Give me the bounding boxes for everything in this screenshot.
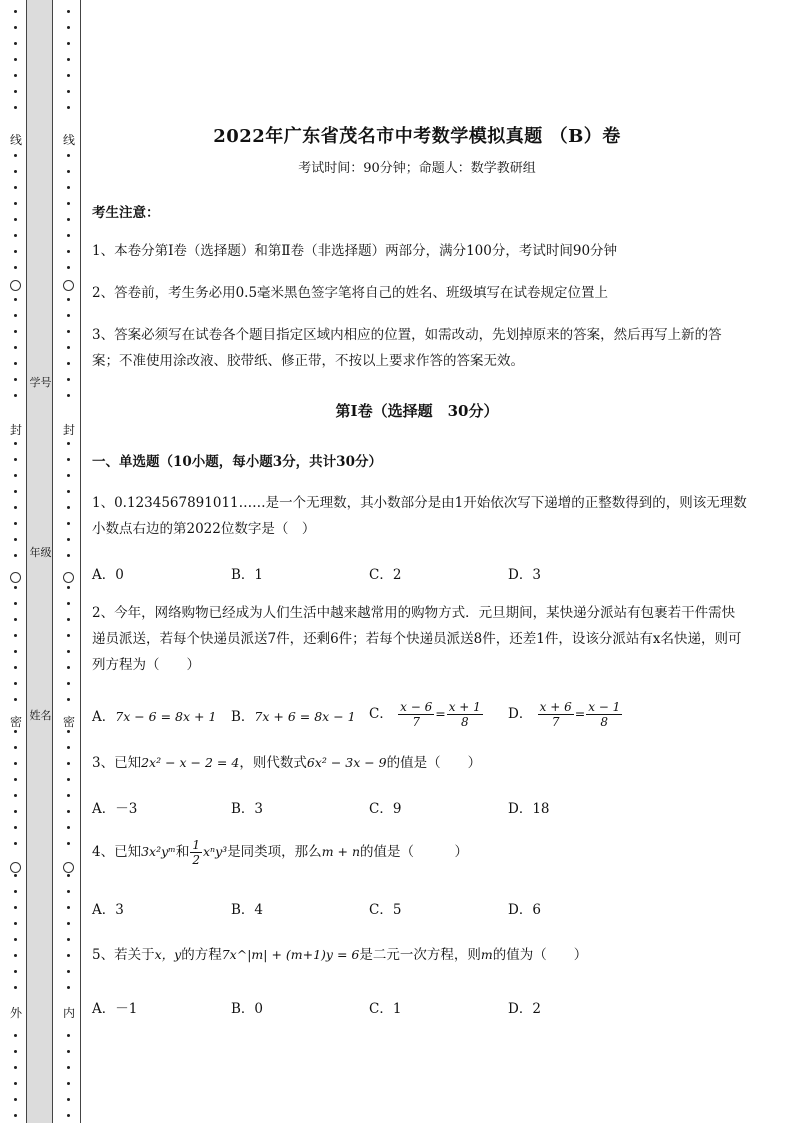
binding-dot: [14, 794, 17, 797]
binding-dot: [67, 554, 70, 557]
stem-text: 3、已知: [92, 755, 142, 771]
binding-dot: [67, 346, 70, 349]
binding-dot: [67, 538, 70, 541]
binding-dot: [67, 1098, 70, 1101]
binding-dot: [67, 650, 70, 653]
grade-label: 年级: [29, 546, 52, 559]
option-d: D．2: [508, 1001, 541, 1017]
math-expr: m + n: [321, 844, 361, 859]
binding-dot: [14, 250, 17, 253]
binding-dot: [14, 1066, 17, 1069]
fraction: [398, 700, 434, 729]
denominator: 8: [460, 715, 469, 729]
binding-circle-icon: [63, 572, 74, 583]
binding-dot: [14, 1098, 17, 1101]
binding-circle-icon: [10, 862, 21, 873]
binding-dot: [67, 474, 70, 477]
binding-dot: [14, 106, 17, 109]
option-a: A．－1: [92, 1001, 138, 1017]
binding-dot: [14, 1082, 17, 1085]
math-expr: m: [480, 947, 493, 962]
binding-dot: [67, 618, 70, 621]
binding-dot: [67, 298, 70, 301]
binding-circle-icon: [63, 280, 74, 291]
binding-dot: [14, 842, 17, 845]
binding-dot: [67, 730, 70, 733]
numerator: x − 6: [400, 700, 433, 714]
binding-dot: [67, 26, 70, 29]
stem-text: 的方程: [181, 947, 222, 963]
option-b: B．1: [231, 567, 264, 583]
binding-dot: [67, 58, 70, 61]
binding-dot: [67, 1114, 70, 1117]
binding-dot: [14, 218, 17, 221]
binding-dot: [67, 986, 70, 989]
binding-dot: [14, 1114, 17, 1117]
binding-dot: [67, 1034, 70, 1037]
option-d: D．6: [508, 902, 541, 918]
binding-dot: [67, 906, 70, 909]
binding-dot: [67, 74, 70, 77]
stem-text: 的值是（ ）: [360, 844, 469, 860]
binding-dot: [67, 442, 70, 445]
question-5: [92, 942, 747, 968]
binding-dot: [14, 490, 17, 493]
question-1: 1、0.1234567891011……是一个无理数，其小数部分是由1开始依次写下递增的正整数得到的，则该无理数小数点右边的第2022位数字是（ ）: [92, 495, 747, 537]
binding-dot: [14, 698, 17, 701]
option-a: [92, 705, 216, 725]
option-c: C．2: [369, 567, 402, 583]
option-a: A．3: [92, 902, 124, 918]
option-d: D．3: [508, 567, 541, 583]
denominator: 7: [551, 715, 560, 729]
binding-dot: [67, 394, 70, 397]
option-expr: 7x − 6 = 8x + 1: [115, 709, 217, 724]
binding-dot: [14, 922, 17, 925]
binding-dot: [14, 26, 17, 29]
name-label: 姓名: [29, 709, 52, 722]
option-label: A．: [92, 709, 116, 725]
binding-dot: [14, 378, 17, 381]
binding-dot: [14, 778, 17, 781]
option-c: [369, 700, 484, 729]
student-id-label: 学号: [29, 376, 52, 389]
question-2: 2、今年，网络购物已经成为人们生活中越来越常用的购物方式．元旦期间，某快递分派站有包裹若干件需快递员派送，若每个快递员派送7件，还剩6件；若每个快递员派送8件，还差1件，设该分派站有x名快递，则可列方程为（ ）: [92, 605, 742, 673]
option-d: [508, 700, 623, 729]
binding-dot: [67, 266, 70, 269]
binding-dot: [14, 442, 17, 445]
binding-dot: [14, 826, 17, 829]
binding-dot: [67, 362, 70, 365]
fraction: [586, 700, 622, 729]
binding-dot: [14, 58, 17, 61]
binding-dot: [67, 634, 70, 637]
binding-dot: [67, 90, 70, 93]
binding-dot: [14, 954, 17, 957]
binding-dot: [67, 234, 70, 237]
stem-text: 是二元一次方程，则: [359, 947, 481, 963]
binding-dot: [14, 154, 17, 157]
binding-circle-icon: [10, 572, 21, 583]
page-title: 2022年广东省茂名市中考数学模拟真题 （B）卷: [213, 126, 621, 147]
binding-dot: [67, 1050, 70, 1053]
fraction: [447, 700, 483, 729]
binding-dot: [14, 762, 17, 765]
binding-dot: [67, 42, 70, 45]
binding-dot: [67, 970, 70, 973]
binding-dot: [14, 730, 17, 733]
binding-dot: [67, 202, 70, 205]
binding-circle-icon: [10, 280, 21, 291]
option-b: B．0: [231, 1001, 264, 1017]
numerator: x − 1: [588, 700, 621, 714]
binding-dot: [67, 378, 70, 381]
notice-item-3: 3、答案必须写在试卷各个题目指定区域内相应的位置，如需改动，先划掉原来的答案，然后再写上新的答案；不准使用涂改液、胶带纸、修正带，不按以上要求作答的答案无效。: [92, 327, 722, 369]
binding-dot: [67, 586, 70, 589]
binding-dot: [67, 698, 70, 701]
option-label: B．: [231, 709, 255, 725]
subsection-title: 一、单选题（10小题，每小题3分，共计30分）: [92, 454, 382, 470]
binding-dot: [67, 10, 70, 13]
option-b: B．3: [231, 801, 264, 817]
equals-sign: =: [574, 706, 586, 721]
math-expr: x，y: [154, 947, 182, 962]
fraction: [538, 700, 574, 729]
binding-dot: [67, 1066, 70, 1069]
binding-dot: [14, 986, 17, 989]
binding-dot: [14, 650, 17, 653]
binding-dot: [67, 778, 70, 781]
binding-dot: [14, 314, 17, 317]
binding-dot: [14, 634, 17, 637]
denominator: 8: [600, 715, 609, 729]
binding-dot: [14, 90, 17, 93]
binding-dot: [14, 458, 17, 461]
binding-dot: [67, 682, 70, 685]
option-a: A．0: [92, 567, 124, 583]
binding-dot: [14, 746, 17, 749]
binding-mark: 外: [9, 1006, 22, 1020]
binding-dot: [14, 890, 17, 893]
binding-dot: [14, 1034, 17, 1037]
math-expr: 2x² − x − 2 = 4: [141, 755, 240, 770]
equals-sign: =: [435, 706, 446, 721]
binding-mark: 密: [62, 715, 75, 729]
numerator: 1: [192, 838, 200, 852]
binding-dot: [14, 298, 17, 301]
binding-dot: [67, 746, 70, 749]
option-c: C．5: [369, 902, 402, 918]
binding-dot: [14, 522, 17, 525]
binding-mark: 封: [9, 423, 22, 437]
math-expr: xⁿy³: [202, 844, 228, 859]
notice-item-1: 1、本卷分第I卷（选择题）和第Ⅱ卷（非选择题）两部分，满分100分，考试时间90分钟: [92, 243, 618, 259]
option-c: C．9: [369, 801, 402, 817]
binding-dot: [14, 682, 17, 685]
stem-text: 4、已知: [92, 844, 142, 860]
section-title: 第I卷（选择题 30分）: [335, 402, 499, 420]
binding-dot: [67, 106, 70, 109]
option-label: C．: [369, 706, 393, 722]
binding-dot-column-inner: [63, 0, 75, 1123]
option-d: D．18: [508, 801, 550, 817]
binding-dot: [67, 762, 70, 765]
stem-text: 是同类项，那么: [227, 844, 322, 860]
question-3-options: [92, 797, 652, 827]
question-2-options: [92, 700, 652, 730]
fraction: [190, 838, 202, 867]
stem-text: 5、若关于: [92, 947, 155, 963]
math-expr: 6x² − 3x − 9: [306, 755, 387, 770]
binding-dot: [67, 154, 70, 157]
binding-dot: [67, 922, 70, 925]
question-1-options: [92, 563, 652, 593]
numerator: x + 1: [448, 700, 481, 714]
binding-mark: 密: [9, 715, 22, 729]
binding-dot: [14, 506, 17, 509]
binding-dot: [67, 874, 70, 877]
binding-mark: 封: [62, 423, 75, 437]
math-expr: 7x^|m| + (m+1)y = 6: [221, 947, 360, 962]
binding-dot: [67, 826, 70, 829]
binding-dot: [67, 218, 70, 221]
stem-text: 和: [175, 844, 190, 860]
binding-dot: [14, 1050, 17, 1053]
binding-dot: [14, 394, 17, 397]
binding-dot: [67, 170, 70, 173]
binding-dot: [14, 474, 17, 477]
notice-heading: 考生注意：: [92, 205, 160, 221]
option-expr: 7x + 6 = 8x − 1: [254, 709, 356, 724]
binding-dot: [67, 890, 70, 893]
binding-dot: [14, 42, 17, 45]
student-info-strip: [26, 0, 53, 1123]
question-3: [92, 750, 747, 776]
binding-dot: [14, 618, 17, 621]
binding-mark: 内: [62, 1006, 75, 1020]
binding-mark: 线: [62, 133, 75, 147]
binding-dot: [67, 506, 70, 509]
denominator: 2: [192, 853, 200, 867]
binding-dot: [67, 794, 70, 797]
binding-dot: [67, 186, 70, 189]
question-4-options: [92, 898, 652, 928]
option-label: D．: [508, 706, 533, 722]
binding-dot: [14, 602, 17, 605]
binding-dot: [14, 586, 17, 589]
binding-dot: [67, 250, 70, 253]
binding-dot: [67, 938, 70, 941]
binding-dot: [14, 938, 17, 941]
stem-text: ，则代数式: [239, 755, 307, 771]
binding-dot: [67, 1082, 70, 1085]
binding-dot: [67, 522, 70, 525]
binding-dot: [67, 330, 70, 333]
binding-dot: [14, 234, 17, 237]
stem-text: 的值为（ ）: [492, 947, 588, 963]
numerator: x + 6: [539, 700, 572, 714]
binding-dot: [14, 186, 17, 189]
notice-item-2: 2、答卷前，考生务必用0.5毫米黑色签字笔将自己的姓名、班级填写在试卷规定位置上: [92, 285, 609, 301]
option-a: A．－3: [92, 801, 138, 817]
binding-dot: [14, 330, 17, 333]
binding-dot: [14, 538, 17, 541]
binding-dot: [67, 314, 70, 317]
option-b: B．4: [231, 902, 264, 918]
binding-dot: [67, 490, 70, 493]
binding-dot: [14, 362, 17, 365]
binding-dot: [14, 10, 17, 13]
binding-dot: [67, 602, 70, 605]
binding-dot: [14, 202, 17, 205]
binding-dot: [14, 810, 17, 813]
binding-dot: [67, 842, 70, 845]
binding-dot: [67, 954, 70, 957]
denominator: 7: [412, 715, 420, 729]
binding-dot: [14, 170, 17, 173]
binding-dot: [14, 666, 17, 669]
binding-dot: [14, 266, 17, 269]
binding-dot: [14, 874, 17, 877]
binding-mark: 线: [9, 133, 22, 147]
binding-dot: [14, 906, 17, 909]
binding-dot-column-outer: [10, 0, 22, 1123]
option-c: C．1: [369, 1001, 402, 1017]
page-subtitle: 考试时间：90分钟；命题人：数学教研组: [298, 161, 536, 176]
binding-dot: [14, 970, 17, 973]
binding-dot: [67, 458, 70, 461]
binding-dot: [67, 666, 70, 669]
binding-circle-icon: [63, 862, 74, 873]
binding-dot: [14, 74, 17, 77]
stem-text: 的值是（ ）: [386, 755, 482, 771]
binding-dot: [14, 346, 17, 349]
binding-dot: [14, 554, 17, 557]
question-4: [92, 838, 747, 867]
math-expr: 3x²yᵐ: [141, 844, 176, 859]
question-5-options: [92, 997, 652, 1027]
option-b: [231, 705, 356, 725]
binding-dot: [67, 810, 70, 813]
